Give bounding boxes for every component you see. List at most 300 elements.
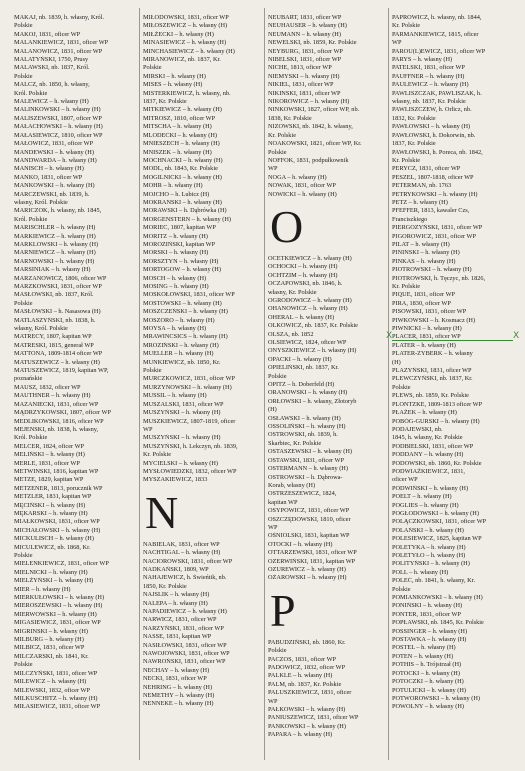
dictionary-entry: MAZANIECKI, 1831, oficer WP [14,400,99,408]
dictionary-entry: Polskie [14,552,33,559]
dictionary-entry: POLETYKA – h. własny (H) [392,543,466,551]
dictionary-entry: MATUSZEWICZ – h. własny (H) [14,358,100,366]
dictionary-entry: PLACER, 1831, oficer WP [392,333,461,341]
dictionary-entry: MUSZALSKI, 1831, oficer WP [143,400,224,408]
dictionary-entry: PLATER – h. własny (H) [392,341,456,349]
dictionary-entry: NEUBART, 1831, oficer WP [268,14,342,21]
dictionary-entry: MĄDRZYKOWSKI, 1807, oficer WP [14,409,111,417]
dictionary-entry: MORAWSKI – h. Dąbrówka (H) [143,207,227,215]
dictionary-entry: NARWICZ, 1831, oficer WP [143,616,217,624]
dictionary-entry: MILCZARSKI, nb. 1841, Kr. [14,652,89,660]
handwritten-mark-left: X [386,331,393,341]
dictionary-entry: kapitan WP [268,498,298,506]
entry-column-3 [268,14,393,740]
dictionary-entry: POSSINGER – h. własny (H) [392,627,468,635]
dictionary-entry: PAPROWICZ, h. własny, nb. 1844, [392,14,482,21]
dictionary-entry: MATTONA, 1809-1814 oficer WP [14,350,103,358]
dictionary-entry: MANISCH – h. własny (H) [14,165,84,173]
entry-column-2 [143,14,265,709]
dictionary-entry: PAWLISZCZAK, PAWLISZAK, h. [392,89,482,97]
dictionary-entry: MYSŁOWIEDZKI, 1832, oficer WP [143,467,237,475]
dictionary-entry: MIŁŻECKI – h. własny (H) [143,30,214,38]
dictionary-entry: PALKLE – h. własny (H) [268,672,333,680]
dictionary-entry: MIAŁKOWSKI, 1831, oficer WP [14,518,100,526]
dictionary-entry: PABUDZIŃSKI, nb. 1860, Kr. [268,638,346,646]
dictionary-entry: PLEWCZYŃSKI, nb. 1837, Kr. [392,375,473,383]
dictionary-entry: MEDLIKOWSKI, 1816, oficer WP [14,417,104,425]
dictionary-entry: Polskie [268,372,287,380]
dictionary-entry: Kr. Polskie [392,22,420,30]
dictionary-entry: MILBICZ, 1831, oficer WP [14,644,85,652]
dictionary-entry: OSTERMANN – h. własny (H) [268,465,348,473]
column-rule [139,8,140,760]
dictionary-entry: WP [268,523,278,531]
dictionary-entry: 1837, Kr. Polskie [392,140,436,148]
dictionary-entry: MARNIEWICZ – h. własny (H) [14,249,96,257]
dictionary-entry: OCHOCKI – h. własny (H) [268,263,338,271]
dictionary-entry: Korab, własny (H) [268,481,316,489]
dictionary-entry: PLATER-ZYBERK – h. własny [392,350,473,358]
dictionary-entry: PIWKOWSKI – h. Kosmacz (H) [392,316,476,324]
dictionary-entry: PININSKI – h. własny (H) [392,249,460,257]
dictionary-entry: poznańskie [14,375,43,383]
dictionary-entry: NEWELSKI, nb. 1859, Kr. Polskie [268,39,357,47]
dictionary-entry: OCETKIEWICZ – h. własny (H) [268,254,352,262]
dictionary-entry: MAKAJ, nb. 1839, h. własny, Król. [14,14,105,21]
dictionary-entry: 1832, Kr. Polskie [392,114,436,122]
dictionary-entry: WP [268,165,278,173]
dictionary-entry: PILAT – h. własny (H) [392,240,450,248]
dictionary-entry: PODBIELSKI, 1831, oficer WP [392,442,474,450]
dictionary-entry: NINKOWSKI, 1827, oficer WP, nb. [268,106,360,114]
dictionary-entry: 1837, Kr. Polskie [143,98,187,106]
dictionary-entry: MOSING – h. własny (H) [143,283,209,290]
dictionary-entry: POPŁAWSKI, nb. 1845, Kr. Polskie [392,619,484,627]
dictionary-entry: MICULEWICZ, nb. 1868, Kr. [14,543,91,551]
dictionary-entry: MĘKARSKI – h. własny (H) [14,509,88,517]
dictionary-entry: Polskie [14,22,33,30]
dictionary-entry: NADKAŃSKI, 1809, WP [143,565,209,573]
dictionary-entry: WP [392,39,402,47]
dictionary-entry: PESZEL, 1807-1818, oficer WP [392,173,474,181]
dictionary-entry: PLONTZKE, 1809-1813 oficer WP [392,400,483,408]
handwritten-highlight [392,331,513,341]
dictionary-entry: MAUTHNER – h. własny (H) [14,392,91,400]
dictionary-entry: OSTROWSKI – h. Dąbrowa- [268,473,343,481]
dictionary-entry: PACZOS, 1831, oficer WP [268,655,337,663]
dictionary-entry: MARZKOWSKI, 1831, oficer WP [14,283,102,290]
dictionary-entry: PINKAS – h. własny (H) [392,257,456,265]
section-letter: N [145,486,179,538]
dictionary-entry: Król. Polskie [14,215,48,223]
dictionary-entry: PODWIAŻKIEWICZ, 1831, [392,467,465,475]
dictionary-entry: PARMANKIEWICZ, 1815, oficer [392,30,479,38]
dictionary-entry: MARICZOK, h. własny, nb. 1845, [14,207,102,215]
dictionary-entry: Polskie [392,383,411,391]
dictionary-entry: MOSTOWSKI – h. własny (H) [143,299,222,307]
dictionary-entry: MOGILNICKI – h. własny (H) [143,173,222,181]
dictionary-entry: PIERGOZYŃSKI, 1831, oficer WP [392,224,483,232]
section-letter: P [270,584,296,636]
dictionary-entry: MALAWSKI, nb. 1837, Król. [14,64,90,72]
dictionary-entry: PATELSKI, 1831, oficer WP [392,64,465,72]
dictionary-entry: Polskie [268,148,287,156]
dictionary-entry: POLAŃSKI – h. własny (H) [392,526,464,534]
dictionary-entry: MAŁOWICZ, 1831, oficer WP [14,140,94,148]
dictionary-entry: Polskie [143,64,162,72]
dictionary-entry: PALUSZKIEWICZ, 1831, oficer [268,689,352,697]
dictionary-entry: OGRODOWICZ – h. własny (H) [268,296,352,304]
dictionary-entry: PETERMAN, nb. 1763 [392,182,452,190]
dictionary-entry: MUSZYŃSKI, h. Lekczyn, nb. 1839, [143,442,238,450]
dictionary-entry: PAWŁOWSKI, h. Dokorwin, nb. [392,131,476,139]
dictionary-entry: MUSZKIEWICZ, 1807-1819, oficer [143,417,236,425]
dictionary-entry: Polskie [143,367,162,375]
entry-column-1 [14,14,136,712]
dictionary-entry: własny, Kr. Polskie [268,288,317,296]
dictionary-entry: MITROSZ, 1810, oficer WP [143,114,216,122]
dictionary-entry: POTWOROWSKI – h. własny (H) [392,694,480,702]
dictionary-entry: MIGASIEWICZ, 1831, oficer WP [14,619,101,627]
dictionary-entry: MILEWICZ – h. własny (H) [14,678,87,686]
dictionary-entry: MUSSIL – h. własny (H) [143,392,207,400]
dictionary-entry: MEJENSKI, nb. 1838, h. własny, [14,425,99,433]
dictionary-entry: PAWLISZCZEW, h. Orlicz, nb. [392,106,472,114]
dictionary-entry: POSTAWKA – h. własny (H) [392,636,467,644]
dictionary-entry: MERLE, 1831, oficer WP [14,459,80,467]
dictionary-entry: POMIANKOWSKI – h. własny (H) [392,594,483,602]
dictionary-entry: PERYCZ, 1831, oficer WP [392,165,461,173]
dictionary-entry: METZE, 1829, kapitan WP [14,476,84,484]
dictionary-entry: MANDEWSKI – h. własny (H) [14,148,94,156]
dictionary-entry: MROZIŃSKI – h. własny (H) [143,341,219,349]
dictionary-entry: OSZCZĘDOWSKI, 1810, oficer [268,515,351,523]
dictionary-entry: PISOWSKI, 1831, oficer WP [392,308,467,316]
dictionary-entry: OLSZA, nb. 1852 [268,330,314,338]
dictionary-entry: PODWIŃSKI – h. własny (H) [392,484,469,492]
dictionary-entry: PIQUE, 1831, oficer WP [392,291,456,299]
dictionary-entry: MOHR – h. własny (H) [143,182,203,190]
dictionary-entry: OHERAL – h. własny (H) [268,313,335,321]
dictionary-entry: Kr. Polskie [143,451,171,459]
dictionary-entry: POSTEL – h. własny (H) [392,644,456,652]
dictionary-entry: PAPARA – h. własny (H) [268,731,333,739]
dictionary-entry: MILBURG – h. własny (H) [14,636,84,644]
dictionary-entry: MALANOWICZ, 1831, oficer WP [14,47,103,55]
dictionary-entry: MUSZYŃSKI – h. własny (H) [143,409,221,417]
dictionary-entry: MOSKOŁOWSKI, 1831, oficer WP [143,291,235,299]
dictionary-entry: (H) [268,406,277,414]
dictionary-entry: Król. Polskie [14,89,48,97]
dictionary-entry: PONTER, 1831, oficer WP [392,610,461,618]
dictionary-entry: MIERKUŁOWSKI – h. własny (H) [14,594,105,602]
dictionary-entry: MIERWOWSKI – h. własny (H) [14,610,97,618]
dictionary-entry: MUELLER – h. własny (H) [143,350,214,358]
dictionary-entry: PIOTROWSKI – h. własny (H) [392,266,472,274]
dictionary-entry: PAUFFNER – h. własny (H) [392,72,465,80]
dictionary-entry: MILCZYŃSKI, 1831, oficer WP [14,669,98,677]
dictionary-entry: NOAKOWSKI, 1821, oficer WP, Kr. [268,140,362,148]
dictionary-entry: OSŁAWSKI – h. własny (H) [268,414,341,422]
dictionary-entry: METZLER, 1831, kapitan WP [14,493,92,501]
dictionary-entry: MANDWARDA – h. własny (H) [14,156,97,164]
dictionary-entry: PANKOWSKI – h. własny (H) [268,722,346,730]
dictionary-entry: PETRYKOWSKI – h. własny (H) [392,190,478,198]
dictionary-entry: POGLIES – h. własny (H) [392,501,459,509]
dictionary-entry: OSSOLIŃSKI – h. własny (H) [268,423,346,431]
dictionary-entry: 1850, Kr. Polskie [143,582,187,590]
dictionary-entry: PALM, nb. 1837, Kr. Polskie [268,680,342,688]
dictionary-entry: OCZAPOWSKI, nb. 1846, h. [268,280,343,288]
dictionary-entry: MARZANOWICZ, 1806, oficer WP [14,274,107,282]
dictionary-entry: Kr. Polskie [392,156,420,164]
dictionary-entry: NOWICKI – h. własny (H) [268,190,337,198]
dictionary-entry: PODAJEWSKI, nb. [392,425,443,433]
dictionary-entry: WP [143,425,153,433]
dictionary-entry: MARSINIAK – h. własny (H) [14,266,91,274]
dictionary-entry: PODDANY – h. własny (H) [392,451,464,459]
dictionary-entry: MASŁOWSKI, nb. 1837, Król. [14,291,94,299]
dictionary-entry: własny, Król. Polskie [14,325,68,333]
dictionary-entry: OŚNIOLSKI, 1831, kapitan WP [268,532,350,540]
dictionary-entry: MILKUSCHITZ – h. własny (H) [14,694,98,702]
dictionary-entry: PAWŁOWSKI, h. Poreca, nb. 1842, [392,148,483,156]
dictionary-entry: NAJSLIK – h. własny (H) [143,591,210,599]
dictionary-entry: MISTERKIEWICZ, h. własny, nb. [143,89,231,97]
dictionary-entry: NEHRING – h. własny (H) [143,683,213,691]
dictionary-entry: OCHTZIM – h. własny (H) [268,271,338,279]
dictionary-entry: NALEPA – h. własny (H) [143,599,208,607]
section-letter: O [270,200,304,252]
dictionary-entry: MOSZCZEŃSKI – h. własny (H) [143,308,228,316]
dictionary-entry: PAŁKOWSKI – h. własny (H) [268,706,346,714]
dictionary-entry: METWINSKI, 1816, kapitan WP [14,467,99,475]
dictionary-entry: MAŁACHOWSKI – h. własny (H) [14,123,103,131]
dictionary-entry: NEUHAUSER – h. własny (H) [268,22,347,30]
dictionary-entry: ORŁOWSKI – h. własny, Złotoryb [268,397,357,405]
dictionary-entry: OSTRZESZEWICZ, 1824, [268,490,337,498]
dictionary-entry: MILEWSKI, 1832, oficer WP [14,686,90,694]
dictionary-entry: MOKRANSKI – h. własny (H) [143,198,222,206]
dictionary-entry: PAROU(L)EWICZ, 1831, oficer WP [392,47,486,55]
dictionary-entry: NIKIEL, 1831, oficer WP [268,81,334,89]
dictionary-entry: NASIŁOWSKI, 1831, oficer WP [143,641,227,649]
dictionary-entry: MUNKIEWICZ, nb. 1850, Kr. [143,358,221,366]
dictionary-entry: MORSZTYN – h. własny (H) [143,257,219,265]
dictionary-entry: PIWNICKI – h. własny (H) [392,325,462,333]
dictionary-entry: OSYPOWICZ, 1831, oficer WP [268,507,350,515]
dictionary-entry: NABIELAK, 1831, oficer WP [143,540,220,548]
dictionary-entry: NOFFOK, 1831, podpułkownik [268,156,349,164]
dictionary-entry: MUSZYŃSKI – h. własny (H) [143,434,221,442]
dictionary-entry: PANIUSZEWICZ, 1831, oficer WP [268,714,359,722]
dictionary-entry: MORITZ – h. własny (H) [143,232,208,240]
dictionary-entry: POLL – h. własny (H) [392,568,449,576]
dictionary-entry: MITKIEWICZ – h. własny (H) [143,106,222,114]
dictionary-entry: MOYSA – h. własny (H) [143,325,207,333]
dictionary-entry: MALCZ, nb. 1850, h. własny, [14,81,90,89]
dictionary-entry: MOSZORO – h. własny (H) [143,316,215,324]
dictionary-entry: NECKI, 1831, oficer WP [143,675,207,683]
dictionary-entry: MALINKOWSKI – h. własny (H) [14,106,101,114]
dictionary-entry: MANKOWSKI – h. własny (H) [14,182,95,190]
dictionary-entry: NARZYŃSKI, 1831, oficer WP [143,624,224,632]
dictionary-entry: MOSCH – h. własny (H) [143,274,207,282]
dictionary-entry: NAWOJOWSKI, 1831, oficer WP [143,650,230,658]
dictionary-entry: ORANOWSKI – h. własny (H) [268,389,348,397]
dictionary-entry: Franciszkiego [392,215,428,223]
dictionary-entry: OSTASZEWSKI – h. własny (H) [268,448,352,456]
dictionary-entry: własny, Król. Polskie [14,198,68,206]
dictionary-entry: POWOLNY – h. własny (H) [392,703,464,711]
dictionary-entry: MALISZEWSKI, 1807, oficer WP [14,114,102,122]
dictionary-entry: NIBELSKI, 1831, oficer WP [268,56,342,64]
dictionary-entry: NEMETHY – h. własny (H) [143,692,215,700]
dictionary-entry: Polskie [392,585,411,593]
dictionary-entry: MĘCIŃSKI – h. własny (H) [14,501,86,509]
dictionary-entry: MINASIEWICZ – h. własny (H) [143,39,227,47]
dictionary-entry: MIELENKIEWICZ, 1831, oficer WP [14,560,109,568]
dictionary-entry: NOGA – h. własny (H) [268,173,327,181]
dictionary-entry: MARKLOWSKI – h. własny (H) [14,240,99,248]
dictionary-entry: OTOCKI – h. własny (H) [268,540,333,548]
dictionary-entry: POTULICKI – h. własny (H) [392,686,466,694]
dictionary-entry: MATRESKI, 1815, generał WP [14,341,94,349]
dictionary-entry: OŹAROWSKI – h. własny (H) [268,574,347,582]
dictionary-entry: Kr. Polskie [392,283,420,290]
dictionary-entry: MORGENSTERN – h. własny (H) [143,215,231,223]
dictionary-entry: MIEROSZEWSKI – h. własny (H) [14,602,103,610]
dictionary-entry: MORTOGOW – h. własny (H) [143,266,221,274]
dictionary-entry: MATLASZYŃSKI, nb. 1838, h. [14,316,96,324]
dictionary-entry: PARYS – h. własny (H) [392,56,453,64]
dictionary-entry: POLETYŁO – h. własny (H) [392,552,466,559]
dictionary-entry: Skarbiec, Kr. Polskie [268,439,322,447]
dictionary-entry: MELIŃSKI – h. własny (H) [14,451,85,459]
dictionary-entry: WP [268,697,278,705]
dictionary-entry: MARKIEWICZ – h. własny (H) [14,232,96,240]
dictionary-entry: NAPADIEWICZ – h. własny (H) [143,608,227,615]
dictionary-entry: 1838, Kr. Polskie [268,114,312,122]
dictionary-entry: POLEĆ, nb. 1841, h. własny, Kr. [392,577,476,585]
dictionary-entry: NIEMYSKI – h. własny (H) [268,72,340,80]
dictionary-entry: POTEN – h. własny (H) [392,652,454,660]
dictionary-entry: Kr. Polskie [268,131,296,139]
dictionary-entry: OPIELIŃSKI, nb. 1837, Kr. [268,364,339,372]
dictionary-entry: MISES – h. własny (H) [143,81,203,89]
dictionary-entry: PIGOROWICZ, 1831, oficer WP [392,232,477,240]
dictionary-entry: OHANOWICZ – h. własny (H) [268,305,348,313]
dictionary-entry: POLĄCZKOWSKI, 1831, oficer WP [392,518,487,526]
dictionary-entry: MARNOWSKI – h. własny (H) [14,257,95,265]
dictionary-entry: NEUMANN – h. własny (H) [268,30,341,38]
dictionary-entry: POTOCZKI – h. własny (H) [392,678,464,686]
dictionary-entry: MOJCHO – h. Lubicz (H) [143,190,210,198]
dictionary-entry: PADOWICZ, 1832, oficer WP [268,664,346,671]
dictionary-entry: MYSZAKIEWICZ, 1833 [143,476,208,484]
dictionary-entry: POTOCKI – h. własny (H) [392,669,460,677]
dictionary-entry: POGŁODOWSKI – h. własny (H) [392,509,479,517]
dictionary-entry: Polskie [268,647,287,655]
dictionary-entry: PONIŃSKI – h. własny (H) [392,602,463,610]
dictionary-entry: MINCHASIEWICZ – h. własny (H) [143,47,235,55]
dictionary-entry: MURZYNOWSKI – h. własny (H) [143,383,232,391]
handwritten-mark-right: X [513,331,520,341]
dictionary-entry: MIŁODOWSKI, 1831, oficer WP [143,14,229,21]
dictionary-entry: MODL, nb. 1843, Kr. Polskie [143,165,218,173]
dictionary-entry: Polskie [14,299,33,307]
dictionary-entry: MNISZEK – h. własny (H) [143,148,212,156]
dictionary-entry: OSTAWSKI, 1831, oficer WP [268,456,345,464]
dictionary-entry: PAULEWICZ – h. własny (H) [392,81,469,89]
dictionary-entry: MURCZKOWICZ, 1831, oficer WP [143,375,236,383]
dictionary-entry: Król. Polskie [14,434,48,442]
dictionary-entry: MAKOJ, 1831, oficer WP [14,30,81,38]
dictionary-entry: MIELŻYŃSKI – h. własny (H) [14,577,94,585]
dictionary-entry: NAWROŃSKI, 1831, oficer WP [143,658,226,666]
dictionary-entry: MYCIELSKI – h. własny (H) [143,459,219,467]
dictionary-entry: NOWAK, 1831, oficer WP [268,182,336,190]
dictionary-entry: MIŁOSZEWICZ – h. własny (H) [143,22,228,30]
dictionary-entry: MIŁASIEWICZ, 1831, oficer WP [14,703,101,711]
dictionary-entry: MIER – h. własny (H) [14,585,71,593]
dictionary-entry: OZUREWICZ – h. własny (H) [268,565,346,573]
dictionary-entry: METZENER, 1813, porucznik WP [14,484,103,492]
dictionary-entry: Polskie [14,72,33,80]
dictionary-entry: MALEWICZ – h. własny (H) [14,98,89,106]
dictionary-entry: PODOWSKI, nb. 1860, Kr. Polskie [392,459,482,467]
dictionary-entry: PŁAŻEK – h. własny (H) [392,409,457,417]
dictionary-entry: OPITZ – h. Doberfeld (H) [268,381,335,389]
dictionary-entry: OSTROWSKI, nb. 1839, h. [268,431,338,439]
dictionary-entry: NIZOWSKI, nb. 1842, h. własny, [268,123,353,131]
dictionary-entry: OTTARZEWSKI, 1831, oficer WP [268,549,357,557]
dictionary-entry: MIRANOWICZ, nb. 1837, Kr. [143,56,221,64]
dictionary-entry: PETZ – h. własny (H) [392,198,448,206]
dictionary-entry: MORIEC, 1807, kapitan WP [143,224,216,232]
dictionary-entry: NACHTIGAL – h. własny (H) [143,549,221,557]
dictionary-entry: PLAZYŃSKI, 1831, oficer WP [392,367,472,375]
dictionary-entry: PIOTROWSKI, h. Tęczyc, nb. 1826, [392,274,486,282]
dictionary-entry: POLESIEWICZ, 1825, kapitan WP [392,535,482,543]
dictionary-entry: PFEFFER, 1813, kawaler Czs, [392,207,470,215]
dictionary-entry: MICKULISCH – h. własny (H) [14,535,94,543]
dictionary-entry: POTHIS – h. Trójstrzał (H) [392,661,462,669]
dictionary-entry: ONYSZKIEWICZ – h. własny (H) [268,347,357,355]
dictionary-entry: MORSKI – h. własny (H) [143,249,209,257]
dictionary-entry: MOROZIŃSKI, kapitan WP [143,240,216,248]
dictionary-entry: PIRA, 1830, oficer WP [392,299,451,307]
dictionary-entry: NECHAY – h. własny (H) [143,666,210,674]
dictionary-entry: OPACKI – h. własny (H) [268,355,332,363]
dictionary-entry: własny, nb. 1837, Kr. Polskie [392,98,466,106]
dictionary-entry: OZERWIŃSKI, 1831, kapitan WP [268,557,356,565]
dictionary-entry: MNIESZECH – h. własny (H) [143,140,220,148]
dictionary-entry: MANKO, 1831, oficer WP [14,173,83,181]
dictionary-entry: MITSCHA – h. własny (H) [143,123,212,131]
dictionary-entry: POLITYŃSKI – h. własny (H) [392,560,470,568]
dictionary-entry: MLODECKI – h. własny (H) [143,131,217,139]
dictionary-entry: PAWŁOWSKI – h. własny (H) [392,123,471,131]
dictionary-entry: NICHE, 1813, oficer WP [268,64,332,72]
dictionary-entry: NAHAJEWICZ, h. Świeńtik, nb. [143,574,227,582]
dictionary-entry: MALATYŃSKI, 1750, Prusy [14,56,89,64]
dictionary-entry: MARCZEWSKI, nb. 1839, h. [14,190,90,198]
dictionary-entry: NEYBURG, 1831, oficer WP [268,47,343,55]
dictionary-entry: NACIOROWSKI, 1831, oficer WP [143,557,233,565]
dictionary-entry: (H) [392,358,401,366]
dictionary-entry: NIKOROWICZ – h. własny (H) [268,98,350,106]
